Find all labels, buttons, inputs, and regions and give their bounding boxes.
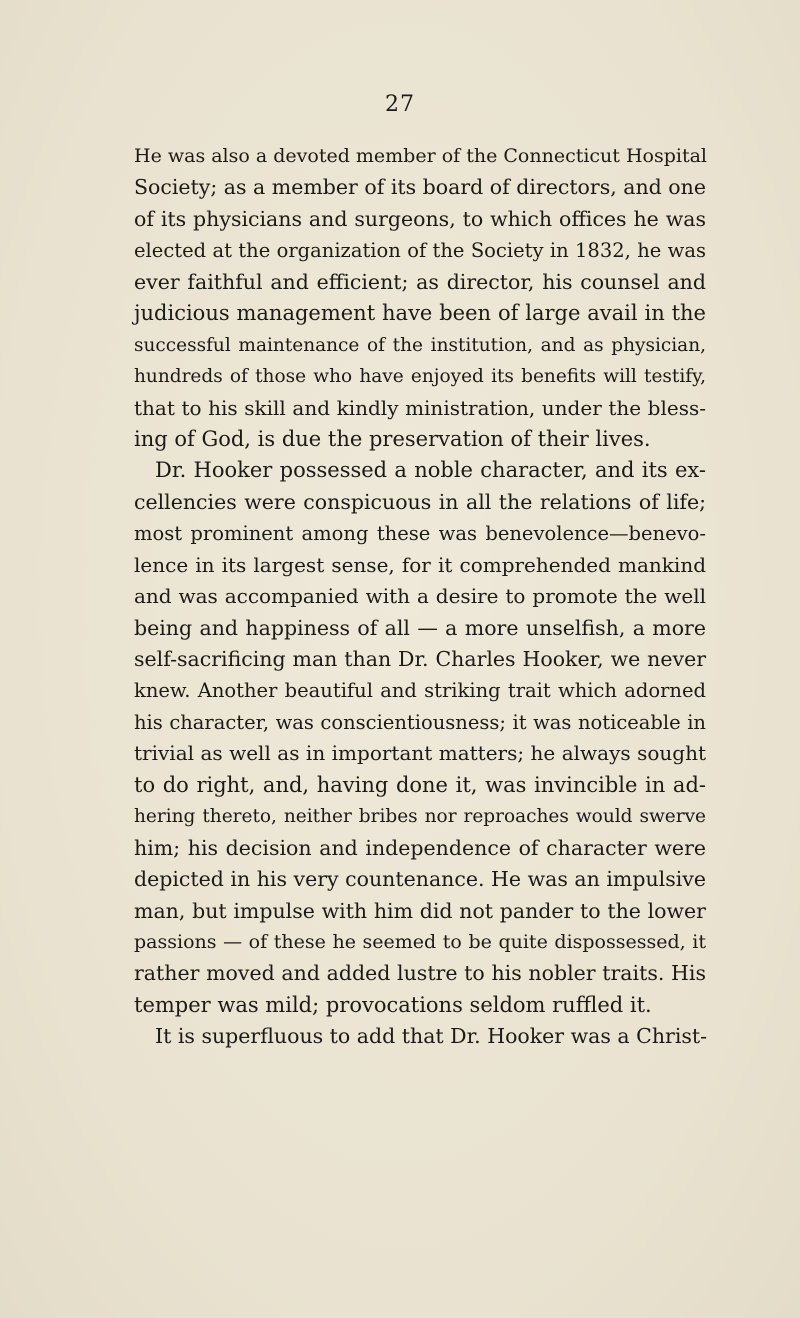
text-line: hundreds of those who have enjoyed its benefits will testify, xyxy=(134,366,706,388)
text-line: knew. Another beautiful and striking trait which adorned xyxy=(134,679,706,703)
body-text xyxy=(0,141,800,1053)
text-line: and was accompanied with a desire to promote the well xyxy=(134,584,706,609)
text-line: him; his decision and independence of character were xyxy=(134,835,706,860)
text-line: ever faithful and efficient; as director, his counsel and xyxy=(134,269,706,294)
text-line: his character, was conscientiousness; it was noticeable in xyxy=(134,710,706,734)
text-line: lence in its largest sense, for it comprehended mankind xyxy=(134,552,706,577)
text-line: most prominent among these was benevolence—benevo- xyxy=(134,522,706,546)
text-line: being and happiness of all — a more unselfish, a more xyxy=(134,615,706,640)
text-line: of its physicians and surgeons, to which offices he was xyxy=(134,206,706,231)
text-line: to do right, and, having done it, was invincible in ad- xyxy=(134,772,706,797)
text-line: rather moved and added lustre to his nobler traits. His xyxy=(134,961,706,986)
text-line: elected at the organization of the Society in 1832, he was xyxy=(134,239,706,263)
text-line: self-sacrificing man than Dr. Charles Hooker, we never xyxy=(134,647,706,671)
text-line: man, but impulse with him did not pander to the lower xyxy=(134,898,706,923)
text-line: Society; as a member of its board of directors, and one xyxy=(134,175,706,200)
text-line: judicious management have been of large avail in the xyxy=(134,301,706,326)
text-line: Dr. Hooker possessed a noble character, and its ex- xyxy=(155,458,706,483)
text-line: ing of God, is due the preservation of their lives. xyxy=(134,426,651,451)
text-line: depicted in his very countenance. He was an impulsive xyxy=(134,867,706,892)
text-line: successful maintenance of the institution, and as physician, xyxy=(134,334,706,356)
text-line: that to his skill and kindly ministration, under the bless- xyxy=(134,395,706,420)
text-line: temper was mild; provocations seldom ruffled it. xyxy=(134,992,652,1017)
text-line: He was also a devoted member of the Connecticut Hospital xyxy=(134,145,708,167)
text-line: cellencies were conspicuous in all the relations of life; xyxy=(134,489,706,514)
text-line: trivial as well as in important matters; he always sought xyxy=(134,741,706,766)
page-number: 27 xyxy=(385,92,415,117)
text-line: passions — of these he seemed to be quite dispossessed, it xyxy=(134,930,706,953)
text-line: It is superfluous to add that Dr. Hooker was a Christ- xyxy=(155,1024,708,1049)
text-line: hering thereto, neither bribes nor reproaches would swerve xyxy=(134,806,706,828)
